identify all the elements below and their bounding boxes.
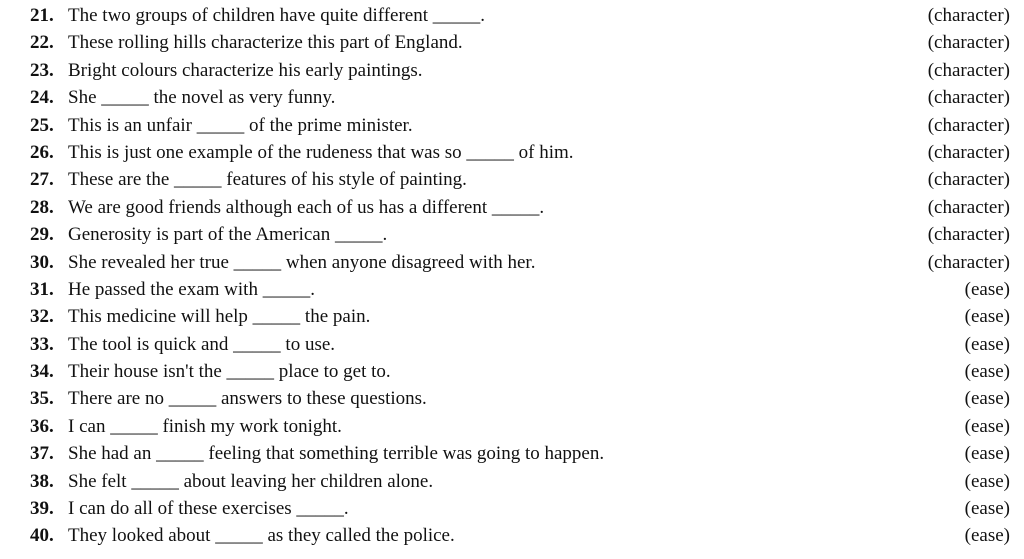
exercise-item-30 [0, 249, 1024, 276]
item-sentence: This is an unfair _____ of the prime minister. [68, 114, 413, 136]
item-sentence: These are the _____ features of his style of painting. [68, 169, 467, 191]
item-number: 30. [30, 251, 54, 273]
item-word-hint: (ease) [964, 525, 1010, 547]
item-number: 35. [30, 388, 54, 410]
item-word-hint: (character) [927, 32, 1010, 54]
item-word-hint: (character) [927, 224, 1010, 246]
item-sentence: Their house isn't the _____ place to get to. [68, 361, 391, 383]
item-sentence: She felt _____ about leaving her children alone. [68, 470, 434, 492]
item-number: 25. [30, 114, 54, 136]
item-number: 34. [30, 361, 54, 383]
exercise-sheet [0, 2, 1024, 550]
item-number: 39. [30, 498, 54, 520]
item-number: 26. [30, 141, 54, 163]
item-number: 32. [30, 306, 54, 328]
exercise-item-22 [0, 29, 1024, 56]
item-number: 21. [30, 5, 54, 26]
item-sentence: Bright colours characterize his early paintings. [68, 59, 423, 81]
exercise-item-34 [0, 358, 1024, 385]
item-sentence: She had an _____ feeling that something terrible was going to happen. [68, 443, 605, 465]
item-sentence: They looked about _____ as they called the police. [68, 525, 455, 547]
item-word-hint: (character) [927, 141, 1010, 163]
exercise-item-21 [0, 2, 1024, 29]
item-number: 33. [30, 333, 54, 355]
item-word-hint: (ease) [964, 498, 1010, 520]
item-sentence: The two groups of children have quite different _____. [68, 5, 486, 26]
exercise-item-39 [0, 495, 1024, 522]
item-sentence: There are no _____ answers to these questions. [68, 388, 427, 410]
item-number: 27. [30, 169, 54, 191]
item-number: 24. [30, 87, 54, 109]
item-word-hint: (character) [927, 196, 1010, 218]
exercise-item-31 [0, 276, 1024, 303]
item-word-hint: (character) [927, 251, 1010, 273]
item-sentence: I can _____ finish my work tonight. [68, 415, 342, 437]
item-word-hint: (character) [927, 5, 1010, 26]
item-number: 40. [30, 525, 54, 547]
item-number: 31. [30, 278, 54, 300]
item-number: 22. [30, 32, 54, 54]
exercise-item-24 [0, 84, 1024, 111]
item-word-hint: (ease) [964, 306, 1010, 328]
item-word-hint: (ease) [964, 443, 1010, 465]
item-word-hint: (ease) [964, 278, 1010, 300]
item-sentence: The tool is quick and _____ to use. [68, 333, 336, 355]
exercise-item-27 [0, 166, 1024, 193]
item-sentence: We are good friends although each of us has a different _____. [68, 196, 545, 218]
item-word-hint: (character) [927, 87, 1010, 109]
item-number: 23. [30, 59, 54, 81]
exercise-item-29 [0, 221, 1024, 248]
exercise-item-36 [0, 413, 1024, 440]
exercise-item-38 [0, 468, 1024, 495]
exercise-item-23 [0, 57, 1024, 84]
item-word-hint: (ease) [964, 333, 1010, 355]
item-sentence: Generosity is part of the American _____. [68, 224, 388, 246]
item-sentence: This medicine will help _____ the pain. [68, 306, 371, 328]
item-word-hint: (ease) [964, 361, 1010, 383]
item-sentence: These rolling hills characterize this part of England. [68, 32, 463, 54]
item-number: 37. [30, 443, 54, 465]
item-number: 38. [30, 470, 54, 492]
item-word-hint: (character) [927, 114, 1010, 136]
item-sentence: She _____ the novel as very funny. [68, 87, 336, 109]
exercise-item-28 [0, 194, 1024, 221]
item-word-hint: (character) [927, 169, 1010, 191]
item-word-hint: (ease) [964, 388, 1010, 410]
item-sentence: I can do all of these exercises _____. [68, 498, 349, 520]
item-word-hint: (character) [927, 59, 1010, 81]
item-number: 29. [30, 224, 54, 246]
item-sentence: She revealed her true _____ when anyone disagreed with her. [68, 251, 536, 273]
item-sentence: He passed the exam with _____. [68, 278, 315, 300]
item-number: 28. [30, 196, 54, 218]
item-word-hint: (ease) [964, 415, 1010, 437]
exercise-item-40 [0, 522, 1024, 549]
item-sentence: This is just one example of the rudeness that was so _____ of him. [68, 141, 574, 163]
exercise-item-32 [0, 303, 1024, 330]
item-number: 36. [30, 415, 54, 437]
exercise-item-35 [0, 385, 1024, 412]
exercise-item-25 [0, 112, 1024, 139]
exercise-item-26 [0, 139, 1024, 166]
exercise-item-33 [0, 331, 1024, 358]
item-word-hint: (ease) [964, 470, 1010, 492]
exercise-item-37 [0, 440, 1024, 467]
